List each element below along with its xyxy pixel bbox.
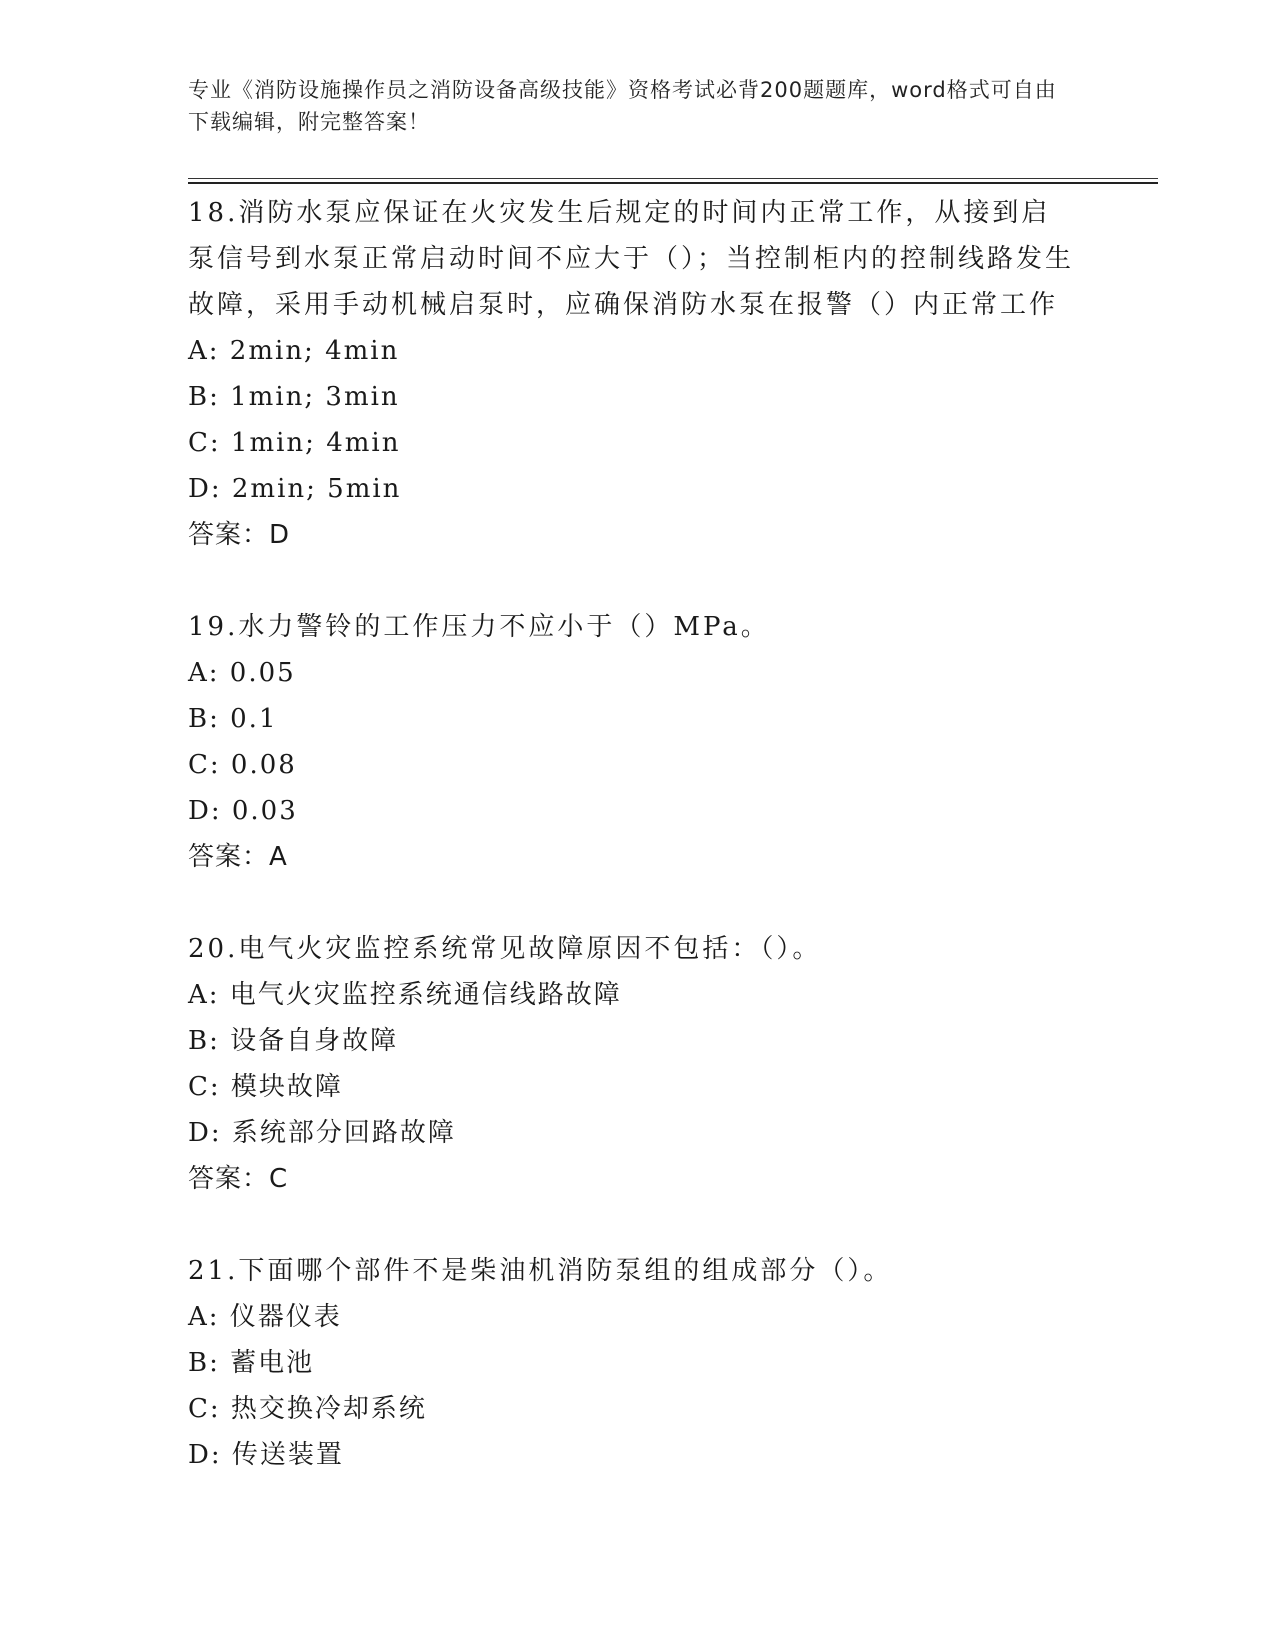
question-text: 21.下面哪个部件不是柴油机消防泵组的组成部分（）。 [188,1256,893,1286]
question-20 [188,926,1088,1202]
question-21 [188,1248,1088,1478]
question-19 [188,604,1088,880]
option-b: B: 蓄电池 [188,1348,315,1378]
answer: 答案：C [188,1164,289,1194]
option-a: A: 2min; 4min [188,336,400,366]
option-a: A: 仪器仪表 [188,1302,342,1332]
option-c: C: 0.08 [188,750,297,780]
question-text: 20.电气火灾监控系统常见故障原因不包括：（）。 [188,934,822,964]
option-d: D: 传送装置 [188,1440,344,1470]
option-d: D: 系统部分回路故障 [188,1118,456,1148]
option-d: D: 0.03 [188,796,298,826]
option-b: B: 1min; 3min [188,382,400,412]
option-c: C: 热交换冷却系统 [188,1394,427,1424]
option-b: B: 设备自身故障 [188,1026,399,1056]
question-text: 18.消防水泵应保证在火灾发生后规定的时间内正常工作，从接到启泵信号到水泵正常启动时间不应大于（）；当控制柜内的控制线路发生故障，采用手动机械启泵时，应确保消防水泵在报警（）内正常工作 [188,198,1075,320]
document-header: 专业《消防设施操作员之消防设备高级技能》资格考试必背200题题库，word格式可自由下载编辑，附完整答案！ [188,78,1057,134]
option-a: A: 0.05 [188,658,296,688]
question-gap [188,880,1088,926]
answer: 答案：A [188,842,288,872]
option-c: C: 1min; 4min [188,428,401,458]
question-list [188,190,1088,1478]
question-gap [188,558,1088,604]
header-divider-thin [188,178,1158,179]
option-a: A: 电气火灾监控系统通信线路故障 [188,980,622,1010]
question-text: 19.水力警铃的工作压力不应小于（）MPa。 [188,612,770,642]
answer: 答案：D [188,520,291,550]
question-18 [188,190,1088,558]
option-c: C: 模块故障 [188,1072,343,1102]
option-d: D: 2min; 5min [188,474,402,504]
option-b: B: 0.1 [188,704,278,734]
question-gap [188,1202,1088,1248]
header-divider-thick [188,182,1158,184]
